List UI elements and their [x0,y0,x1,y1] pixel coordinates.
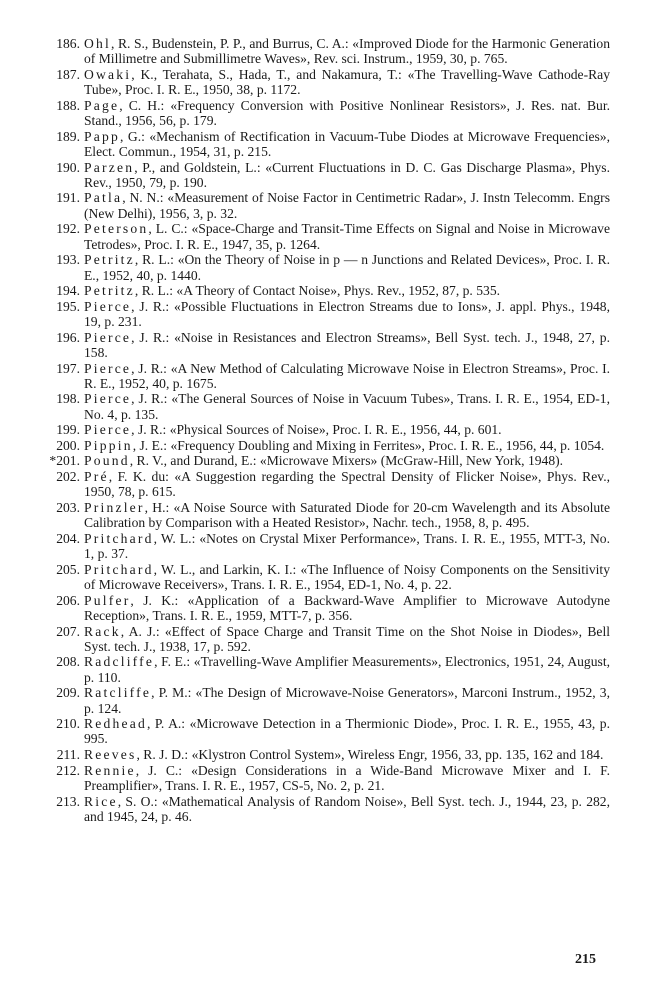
reference-text: , J. K.: «Application of a Backward-Wave Amplifier to Microwave Autodyne Reception», Trans. I. R. E., 1959, MTT-7, p. 356. [84,592,610,623]
reference-entry [38,252,610,283]
reference-number: 194. [56,283,80,299]
reference-first-author: Pritchard [84,530,154,546]
reference-entry [38,500,610,531]
reference-text: , J. R.: «Physical Sources of Noise», Proc. I. R. E., 1956, 44, p. 601. [131,422,502,438]
reference-number: 209. [56,685,80,701]
reference-entry [38,763,610,794]
reference-first-author: Parzen [84,159,135,175]
reference-number: 203. [56,499,80,515]
reference-number: 197. [56,360,80,376]
reference-entry [38,794,610,825]
reference-text: , J. R.: «Noise in Resistances and Electron Streams», Bell Syst. tech. J., 1948, 27, p. 158. [84,329,610,360]
reference-entry [38,129,610,160]
reference-text: , J. R.: «A New Method of Calculating Microwave Noise in Electron Streams», Proc. I. R. E., 1952, 40, p. 1675. [84,360,610,391]
reference-first-author: Pritchard [84,561,154,577]
reference-entry [38,67,610,98]
reference-number: 198. [56,391,80,407]
reference-first-author: Rack [84,623,121,639]
reference-first-author: Petritz [84,252,135,268]
reference-first-author: Papp [84,128,120,144]
reference-entry [38,469,610,500]
reference-first-author: Pierce [84,391,132,407]
reference-number: 207. [56,623,80,639]
reference-entry [38,562,610,593]
reference-entry [38,36,610,67]
reference-first-author: Page [84,97,120,113]
reference-number: 202. [56,469,80,485]
reference-list [38,36,610,824]
reference-text: , P. M.: «The Design of Microwave-Noise Generators», Marconi Instrum., 1952, 3, p. 124. [84,685,610,716]
reference-number: 186. [56,36,80,51]
reference-first-author: Rice [84,793,118,809]
reference-number: 189. [56,128,80,144]
reference-text: , F. E.: «Travelling-Wave Amplifier Measurements», Electronics, 1951, 24, August, p. 110. [84,654,610,685]
reference-text: , R. J. D.: «Klystron Control System», Wireless Engr, 1956, 33, pp. 135, 162 and 184. [136,747,604,763]
reference-text: , P. A.: «Microwave Detection in a Thermionic Diode», Proc. I. R. E., 1955, 43, p. 995. [84,716,610,747]
reference-entry [38,453,610,468]
reference-text: , J. R.: «Possible Fluctuations in Electron Streams due to Ions», J. appl. Phys., 1948, 19, p. 231. [84,298,610,330]
reference-first-author: Petritz [84,283,135,299]
reference-first-author: Pulfer [84,592,131,608]
reference-text: , N. N.: «Measurement of Noise Factor in Centimetric Radar», J. Instn Telecomm. Engrs (New Delhi), 1956, 3, p. 32. [84,190,610,221]
reference-first-author: Redhead [84,716,147,732]
reference-text: , P., and Goldstein, L.: «Current Fluctuations in D. C. Gas Discharge Plasma», Phys. Rev., 1950, 79, p. 190. [84,159,610,190]
reference-number: 193. [56,252,80,268]
reference-text: , G.: «Mechanism of Rectification in Vacuum-Tube Diodes at Microwave Frequencies», Elect. Commun., 1954, 31, p. 215. [84,128,610,159]
reference-entry [38,361,610,392]
reference-entry [38,299,610,330]
reference-text: , J. C.: «Design Considerations in a Wide-Band Microwave Mixer and I. F. Preamplifier», Trans. I. R. E., 1957, CS-5, No. 2, p. 21. [84,762,610,793]
reference-text: , J. R.: «The General Sources of Noise in Vacuum Tubes», Trans. I. R. E., 1954, ED-1, No. 4, p. 135. [84,391,610,422]
reference-first-author: Radcliffe [84,654,155,670]
reference-number: 205. [56,561,80,577]
reference-entry [38,330,610,361]
reference-entry [38,593,610,624]
reference-number: 190. [56,159,80,175]
reference-text: , R. L.: «A Theory of Contact Noise», Phys. Rev., 1952, 87, p. 535. [134,283,501,299]
reference-text: , W. L.: «Notes on Crystal Mixer Performance», Trans. I. R. E., 1955, MTT-3, No. 1, p. 37. [84,530,610,562]
reference-entry [38,422,610,437]
reference-text: , K., Terahata, S., Hada, T., and Nakamura, T.: «The Travelling-Wave Cathode-Ray Tube», Proc. I. R. E., 1950, 38, p. 1172. [84,66,610,98]
reference-entry [38,685,610,716]
reference-entry [38,716,610,747]
reference-text: , R. S., Budenstein, P. P., and Burrus, C. A.: «Improved Diode for the Harmonic Generation of Millimetre and Submillimetre Waves», Rev. sci. Instrum., 1959, 30, p. 765. [84,36,610,67]
reference-first-author: Patla [84,190,123,206]
reference-entry [38,283,610,298]
reference-entry [38,160,610,191]
reference-first-author: Pierce [84,329,132,345]
reference-number: *201. [49,453,80,469]
reference-entry [38,531,610,562]
reference-entry [38,221,610,252]
reference-first-author: Pound [84,453,130,469]
reference-entry [38,391,610,422]
reference-first-author: Peterson [84,221,149,237]
reference-first-author: Owaki [84,66,132,82]
reference-text: , W. L., and Larkin, K. I.: «The Influence of Noisy Components on the Sensitivity of Microwave Receivers», Trans. I. R. E., 1954, ED-1, No. 4, p. 22. [84,561,610,593]
reference-number: 211. [56,747,80,763]
reference-first-author: Pierce [84,422,132,438]
reference-number: 187. [56,66,80,82]
reference-entry [38,438,610,453]
reference-entry [38,747,610,762]
reference-entry [38,624,610,655]
reference-first-author: Ohl [84,36,111,51]
reference-text: , S. O.: «Mathematical Analysis of Random Noise», Bell Syst. tech. J., 1944, 23, p. 282, and 1945, 24, p. 46. [84,793,610,824]
reference-first-author: Reeves [84,747,137,763]
reference-first-author: Pippin [84,437,133,453]
reference-number: 206. [56,592,80,608]
reference-number: 199. [56,422,80,438]
reference-first-author: Pierce [84,360,132,376]
reference-number: 192. [56,221,80,237]
reference-first-author: Rennie [84,762,136,778]
reference-first-author: Prinzler [84,499,145,515]
reference-number: 212. [56,762,80,778]
reference-number: 196. [56,329,80,345]
reference-number: 210. [56,716,80,732]
reference-text: , R. L.: «On the Theory of Noise in p — n Junctions and Related Devices», Proc. I. R. E., 1952, 40, p. 1440. [84,252,610,283]
reference-text: , F. K. du: «A Suggestion regarding the Spectral Density of Flicker Noise», Phys. Rev., 1950, 78, p. 615. [84,469,610,500]
reference-entry [38,190,610,221]
reference-first-author: Pré [84,469,109,485]
reference-number: 208. [56,654,80,670]
reference-number: 191. [56,190,80,206]
reference-first-author: Pierce [84,298,132,314]
page-number: 215 [575,952,596,967]
reference-text: , C. H.: «Frequency Conversion with Positive Nonlinear Resistors», J. Res. nat. Bur. Stand., 1956, 56, p. 179. [84,97,610,129]
reference-text: , L. C.: «Space-Charge and Transit-Time Effects on Signal and Noise in Microwave Tetrodes», Proc. I. R. E., 1947, 35, p. 1264. [84,221,610,252]
reference-number: 213. [56,793,80,809]
reference-number: 188. [56,97,80,113]
reference-entry [38,98,610,129]
reference-text: , H.: «A Noise Source with Saturated Diode for 20-cm Wavelength and its Absolute Calibration by Comparison with a Heated Resistor», Nachr. tech., 1958, 8, p. 495. [84,499,610,531]
reference-number: 204. [56,530,80,546]
reference-text: , A. J.: «Effect of Space Charge and Transit Time on the Shot Noise in Diodes», Bell Syst. tech. J., 1938, 17, p. 592. [84,623,610,654]
reference-entry [38,654,610,685]
reference-text: , J. E.: «Frequency Doubling and Mixing in Ferrites», Proc. I. R. E., 1956, 44, p. 1054. [132,437,605,453]
reference-first-author: Ratcliffe [84,685,152,701]
reference-number: 200. [56,437,80,453]
reference-text: , R. V., and Durand, E.: «Microwave Mixers» (McGraw-Hill, New York, 1948). [129,453,564,469]
reference-number: 195. [56,298,80,314]
